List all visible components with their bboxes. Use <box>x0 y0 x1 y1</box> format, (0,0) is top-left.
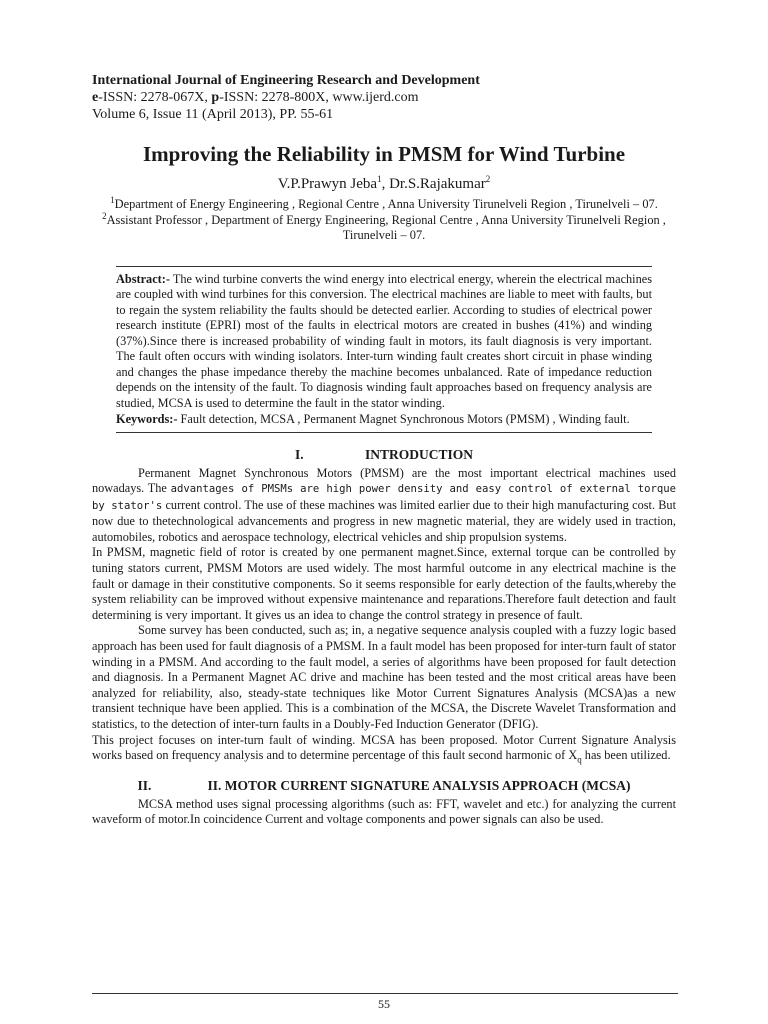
abstract-text: The wind turbine converts the wind energy into electrical energy, wherein the electrical machines are coupled with wind turbines for this conversion. The electrical machines are liable to meet with faults, but to regain the system reliability the faults should be detected earlier. According to studies of electrical power research institute (EPRI) most of the faults in electrical motors are created in bushes (41%) and winding (37%).Since there is increased probability of winding fault in motors, its fault diagnosis is very important. The fault often occurs with winding isolators. Inter-turn winding fault creates short circuit in phase winding and changes the phase impedance thereby the machine becomes unbalanced. Rate of impedance reduction depends on the intensity of the fault. To diagnosis winding fault approaches based on frequency analysis are studied, MCSA is used to determine the fault in the stator winding. <box>116 271 652 410</box>
section-1-paragraph-4 <box>92 733 676 764</box>
section-2-body <box>92 797 676 828</box>
journal-header <box>92 72 676 123</box>
author-2-sup: 2 <box>485 174 491 184</box>
section-1-heading <box>92 447 676 463</box>
issn-e: -ISSN: 2278-067X, <box>98 90 212 105</box>
keywords-text: Fault detection, MCSA , Permanent Magnet Synchronous Motors (PMSM) , Winding fault. <box>177 412 630 426</box>
affiliation-2-sup: 2 <box>102 210 107 221</box>
affiliation-2 <box>92 210 676 244</box>
journal-volume: Volume 6, Issue 11 (April 2013), PP. 55-61 <box>92 107 334 122</box>
section-2-title: II. MOTOR CURRENT SIGNATURE ANALYSIS APPROACH (MCSA) <box>207 777 631 793</box>
section-1-paragraph-2: In PMSM, magnetic field of rotor is created by one permanent magnet.Since, external torque can be controlled by tuning stators current, PMSM Motors are used widely. The most harmful outcome in any electrical machine is the fault or damage in their constitutive components. So it seems responsible for early detection of the faults,whereby the system reliability can be improved without expensive maintenance and reparations.Therefore fault detection and fault determining is very important. It gives us an idea to change the control strategy in presence of fault. <box>92 545 676 622</box>
s1p1-text-a: Permanent Magnet Synchronous Motors (PMSM) are the most important electrical machines used nowadays. The <box>92 465 676 496</box>
s1p4-text-b: has been utilized. <box>581 748 671 763</box>
footer-rule <box>92 993 678 994</box>
author-separator: , <box>381 176 390 192</box>
author-1-sup: 1 <box>377 174 382 184</box>
journal-issn <box>92 89 676 106</box>
affiliation-2-text: Assistant Professor , Department of Energy Engineering, Regional Centre , Anna University Tirunelveli Region , Tirunelveli – 07. <box>106 212 666 242</box>
page-number: 55 <box>378 997 390 1011</box>
section-1-paragraph-3: Some survey has been conducted, such as; in, a negative sequence analysis coupled with a fuzzy logic based approach has been used for fault diagnosis of a PMSM. In a fault model has been proposed for inter-turn fault of stator winding in a PMSM. And according to the fault model, a series of algorithms have been proposed for fault detection and diagnosis. In a Permanent Magnet AC drive and machine has been tested and the most critical areas have been analyzed for reliability, also, steady-state techniques like Motor Current Signatures Analysis (MCSA)as a new transient technique have been applied. This is a combination of the MCSA, the Discrete Wavelet Transformation and statistics, to the detection of inter-turn faults in a Doubly-Fed Induction Generator (DFIG). <box>92 623 676 731</box>
keywords <box>116 412 652 428</box>
section-2-paragraph-1: MCSA method uses signal processing algorithms (such as: FFT, wavelet and etc.) for analyzing the current waveform of motor.In coincidence Current and voltage components and power signals can also be used. <box>92 796 676 827</box>
author-1: V.P.Prawyn Jeba <box>277 176 378 192</box>
paper-title: Improving the Reliability in PMSM for Wind Turbine <box>142 142 626 166</box>
issn-e-letter: e <box>92 90 99 105</box>
section-1-paragraph-1 <box>92 466 676 546</box>
abstract <box>116 272 652 412</box>
abstract-box <box>116 266 652 433</box>
s1p4-text-a: This project focuses on inter-turn fault of winding. MCSA has been proposed. Motor Current Signature Analysis works based on frequency analysis and to determine percentage of this fault second harmonic of X <box>92 732 676 763</box>
section-1-number: I. <box>294 446 304 462</box>
section-1-body <box>92 466 676 764</box>
affiliation-1 <box>92 194 676 213</box>
abstract-label: Abstract:- <box>116 271 170 286</box>
section-2-number: II. <box>137 777 152 793</box>
affiliation-1-text: Department of Energy Engineering , Regional Centre , Anna University Tirunelveli Region , Tirunelveli – 07. <box>114 197 658 211</box>
s1p1-text-b: current control. The use of these machines was limited earlier due to their high manufacturing cost. But now due to thetechnological advancements and progress in new magnetic material, they are widely used in traction, automobiles, robotics and aerospace technology, electrical vehicles and ship propulsion systems. <box>92 497 676 544</box>
affiliation-1-sup: 1 <box>110 194 115 205</box>
section-1-title: INTRODUCTION <box>364 446 473 462</box>
author-2: Dr.S.Rajakumar <box>389 176 486 192</box>
s1p1-mono-text: advantages of PMSMs are high power density and easy control of external torque by stator's <box>92 483 677 512</box>
s1p4-subscript: q <box>577 754 582 765</box>
keywords-label: Keywords:- <box>116 412 178 426</box>
author-line <box>92 175 676 193</box>
paper-page <box>92 72 676 828</box>
issn-p-letter: p <box>211 90 220 105</box>
section-2-heading <box>92 778 676 794</box>
issn-p: -ISSN: 2278-800X, www.ijerd.com <box>219 90 419 105</box>
affiliations <box>92 194 676 244</box>
journal-name: International Journal of Engineering Research and Development <box>92 73 480 88</box>
